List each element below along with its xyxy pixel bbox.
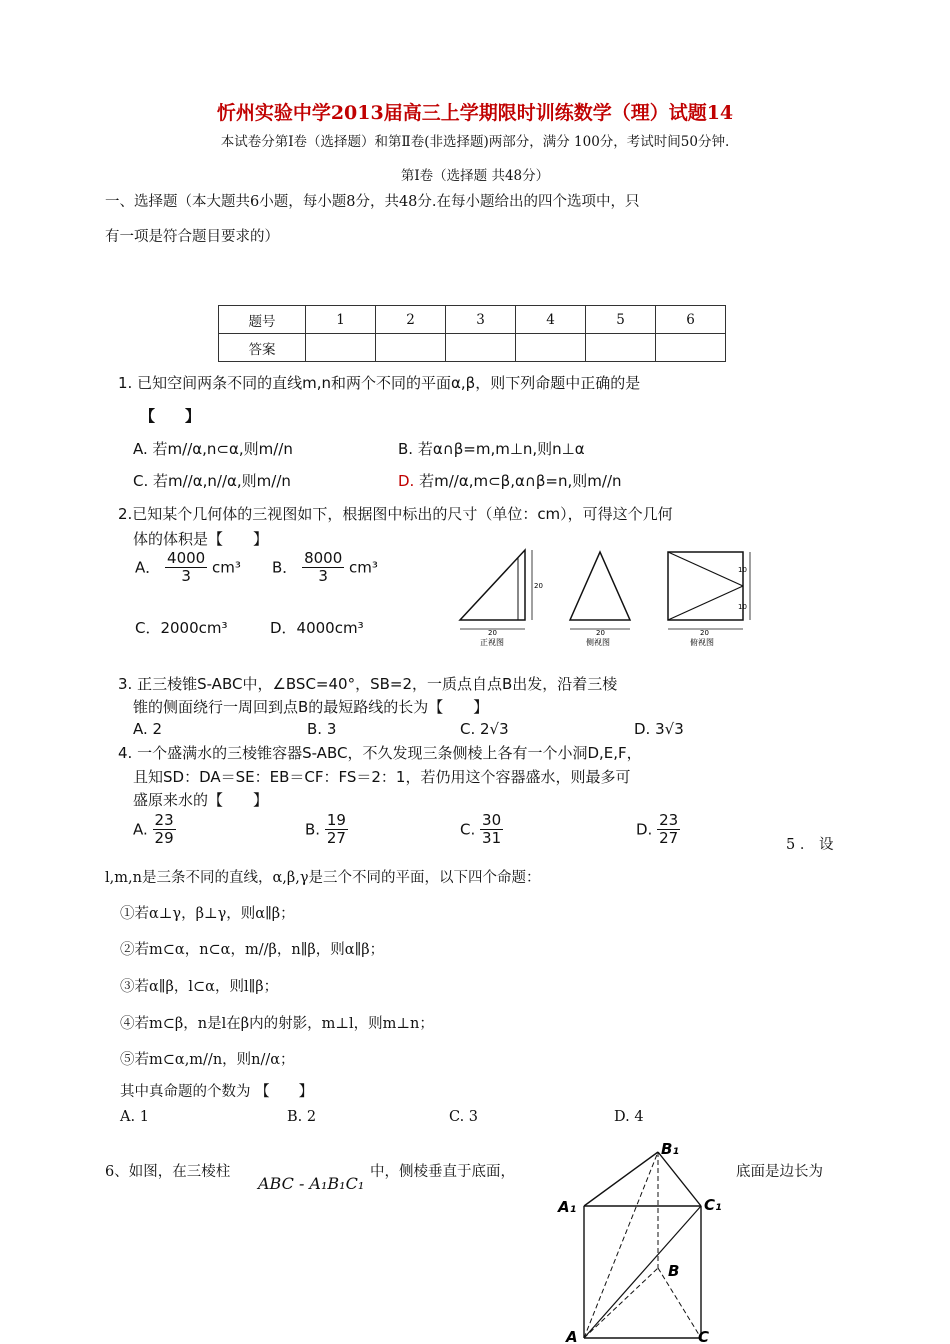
q5-proposition-3: ③若α∥β，l⊂α，则l∥β； xyxy=(120,979,279,995)
table-row xyxy=(219,306,726,334)
q3-option-a: A. 2 xyxy=(133,720,163,738)
fraction xyxy=(302,550,344,586)
vertex-label: B xyxy=(668,1262,680,1280)
table-cell: 5 xyxy=(586,306,656,334)
table-cell: 6 xyxy=(656,306,726,334)
table-cell: 3 xyxy=(446,306,516,334)
section-title: 第Ⅰ卷（选择题 共48分） xyxy=(400,168,550,184)
view-label: 侧视图 xyxy=(586,638,610,647)
denominator: 31 xyxy=(482,829,502,848)
q3-stem-line-2: 锥的侧面绕行一周回到点B的最短路线的长为【 】 xyxy=(133,698,489,716)
denominator: 27 xyxy=(659,829,679,848)
q1-bracket: 【 】 xyxy=(140,407,201,425)
front-view xyxy=(460,550,543,647)
q5-head: 5 ． 设 xyxy=(786,837,834,853)
view-label: 俯视图 xyxy=(690,638,714,647)
option-label: C. xyxy=(460,820,476,839)
instruction-line-2: 有一项是符合题目要求的） xyxy=(105,229,279,245)
side-view xyxy=(570,552,630,647)
denominator: 27 xyxy=(326,829,346,848)
q4-stem-line-2: 且知SD：DA＝SE：EB＝CF：FS＝2：1，若仍用这个容器盛水，则最多可 xyxy=(133,768,631,786)
prism-figure xyxy=(556,1138,728,1344)
view-label: 正视图 xyxy=(480,638,504,647)
q1-option-d xyxy=(398,470,622,491)
exam-description: 本试卷分第Ⅰ卷（选择题）和第Ⅱ卷(非选择题)两部分，满分 100分，考试时间50分钟. xyxy=(220,134,730,150)
answer-cell[interactable] xyxy=(656,334,726,362)
fraction xyxy=(153,812,176,848)
fraction xyxy=(657,812,680,848)
vertex-label: B₁ xyxy=(661,1140,680,1158)
option-label: A． xyxy=(135,558,161,577)
dim-label: 20 xyxy=(488,629,497,637)
numerator: 23 xyxy=(659,811,679,829)
vertex-label: A₁ xyxy=(558,1198,577,1216)
fraction xyxy=(480,812,503,848)
q3-option-b: B. 3 xyxy=(307,720,337,738)
q1-stem: 1. 已知空间两条不同的直线m,n和两个不同的平面α,β，则下列命题中正确的是 xyxy=(118,374,641,392)
option-label: B． xyxy=(272,558,298,577)
answer-cell[interactable] xyxy=(586,334,656,362)
numerator: 19 xyxy=(326,811,346,829)
numerator: 4000 xyxy=(167,549,206,567)
answer-cell[interactable] xyxy=(516,334,586,362)
vertex-label: C₁ xyxy=(704,1196,722,1214)
dim-label: 10 xyxy=(738,603,747,611)
three-view-figure xyxy=(452,545,762,650)
q5-proposition-1: ①若α⊥γ，β⊥γ，则α∥β； xyxy=(120,906,295,922)
q2-stem-line-1: 2.已知某个几何体的三视图如下，根据图中标出的尺寸（单位：cm），可得这个几何 xyxy=(118,505,673,523)
option-label: A. xyxy=(133,820,148,839)
q5-option-b: B. 2 xyxy=(287,1109,317,1125)
answer-cell[interactable] xyxy=(306,334,376,362)
denominator: 3 xyxy=(181,567,191,586)
table-header-answer: 答案 xyxy=(219,334,306,362)
q4-option-c xyxy=(460,812,503,848)
vertex-label: A xyxy=(566,1328,578,1344)
q4-stem-line-1: 4. 一个盛满水的三棱锥容器S-ABC，不久发现三条侧棱上各有一个小洞D,E,F， xyxy=(118,744,642,762)
unit: cm³ xyxy=(349,558,378,577)
q2-option-d: D．4000cm³ xyxy=(270,619,364,637)
q2-option-a xyxy=(135,550,241,586)
dim-label: 20 xyxy=(534,582,543,590)
q1-option-d-letter: D. xyxy=(398,472,415,490)
q5-option-d: D. 4 xyxy=(614,1109,644,1125)
q3-option-c: C. 2√3 xyxy=(460,720,509,738)
denominator: 3 xyxy=(318,567,328,586)
q2-stem-line-2: 体的体积是【 】 xyxy=(133,530,269,548)
q1-option-c: C. 若m//α,n//α,则m//n xyxy=(133,472,291,490)
q6-prism-name: ABC - A₁B₁C₁ xyxy=(258,1174,365,1193)
q5-proposition-5: ⑤若m⊂α,m//n，则n//α； xyxy=(120,1052,295,1068)
dim-label: 10 xyxy=(738,566,747,574)
top-view xyxy=(668,552,750,647)
denominator: 29 xyxy=(154,829,174,848)
fraction xyxy=(165,550,207,586)
dim-label: 20 xyxy=(700,629,709,637)
q1-option-b: B. 若α∩β=m,m⊥n,则n⊥α xyxy=(398,440,585,458)
q2-option-c: C．2000cm³ xyxy=(135,619,228,637)
q4-option-b xyxy=(305,812,348,848)
dim-label: 20 xyxy=(596,629,605,637)
q6-text-part-2: 中，侧棱垂直于底面， xyxy=(370,1164,515,1180)
numerator: 8000 xyxy=(304,549,343,567)
table-cell: 1 xyxy=(306,306,376,334)
numerator: 30 xyxy=(482,811,502,829)
q2-option-b xyxy=(272,550,378,586)
unit: cm³ xyxy=(212,558,241,577)
vertex-label: C xyxy=(698,1328,710,1344)
q5-option-c: C. 3 xyxy=(449,1109,479,1125)
table-cell: 2 xyxy=(376,306,446,334)
table-cell: 4 xyxy=(516,306,586,334)
answer-cell[interactable] xyxy=(376,334,446,362)
table-header-number: 题号 xyxy=(219,306,306,334)
q1-option-d-text: 若m//α,m⊂β,α∩β=n,则m//n xyxy=(414,472,622,490)
table-row xyxy=(219,334,726,362)
q4-stem-line-3: 盛原来水的【 】 xyxy=(133,791,269,809)
q1-option-a: A. 若m//α,n⊂α,则m//n xyxy=(133,440,293,458)
q6-text-part-1: 6、如图，在三棱柱 xyxy=(105,1164,231,1180)
q3-option-d: D. 3√3 xyxy=(634,720,684,738)
q3-stem-line-1: 3. 正三棱锥S-ABC中，∠BSC=40°，SB=2，一质点自点B出发，沿着三棱 xyxy=(118,675,618,693)
q5-proposition-2: ②若m⊂α，n⊂α，m//β，n∥β，则α∥β； xyxy=(120,942,385,958)
answer-cell[interactable] xyxy=(446,334,516,362)
numerator: 23 xyxy=(154,811,174,829)
option-label: B. xyxy=(305,820,321,839)
q6-text-part-3: 底面是边长为 xyxy=(736,1164,823,1180)
q5-proposition-4: ④若m⊂β，n是l在β内的射影，m⊥l，则m⊥n； xyxy=(120,1016,434,1032)
q5-stem: l,m,n是三条不同的直线，α,β,γ是三个不同的平面，以下四个命题： xyxy=(105,870,541,886)
q5-question: 其中真命题的个数为 【 】 xyxy=(120,1084,314,1100)
option-label: D. xyxy=(636,820,653,839)
q4-option-a xyxy=(133,812,176,848)
instruction-line-1: 一、选择题（本大题共6小题，每小题8分，共48分.在每小题给出的四个选项中，只 xyxy=(105,194,640,210)
q5-option-a: A. 1 xyxy=(120,1109,149,1125)
answer-table xyxy=(218,305,726,362)
fraction xyxy=(325,812,348,848)
page-title: 忻州实验中学2013届高三上学期限时训练数学（理）试题14 xyxy=(216,102,734,124)
q4-option-d xyxy=(636,812,680,848)
